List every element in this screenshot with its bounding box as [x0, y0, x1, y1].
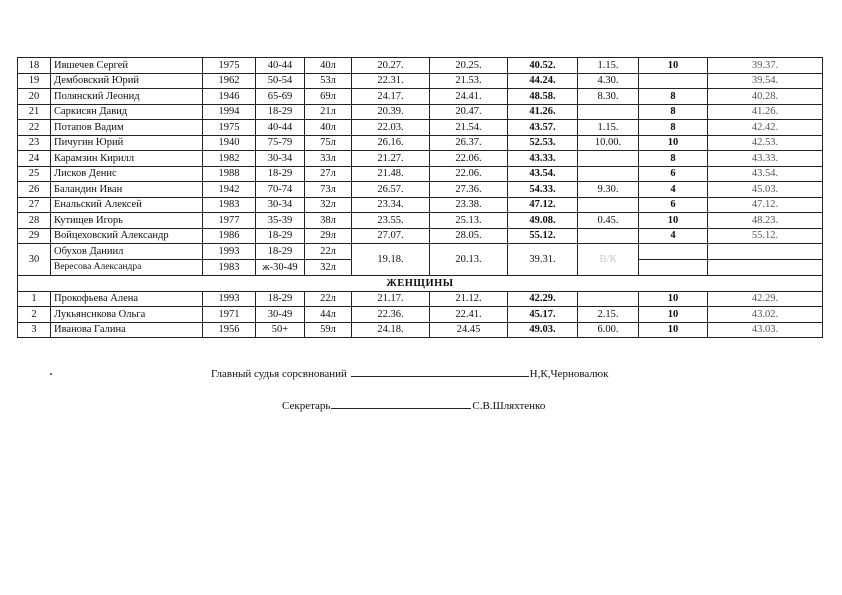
- age-category: 27л: [305, 166, 352, 182]
- row-number: 24: [18, 151, 51, 167]
- lap2-time: 21.12.: [430, 291, 508, 307]
- age-group: 50+: [256, 322, 305, 338]
- row-number: 19: [18, 73, 51, 89]
- points-cell: 10: [639, 213, 708, 229]
- row-number: 20: [18, 89, 51, 105]
- participant-name: Пичугин Юрий: [51, 135, 203, 151]
- pair-row-group: [18, 244, 823, 292]
- birth-year: 1982: [203, 151, 256, 167]
- table-row: [18, 197, 823, 213]
- age-category: 32л: [305, 197, 352, 213]
- age-category: 59л: [305, 322, 352, 338]
- points-cell: [639, 73, 708, 89]
- birth-year: 1986: [203, 228, 256, 244]
- lap2-time: 20.13.: [430, 244, 508, 276]
- points-cell: [639, 260, 708, 276]
- age-group: 70-74: [256, 182, 305, 198]
- points-cell: 10: [639, 307, 708, 323]
- row-number: 3: [18, 322, 51, 338]
- overall-time: 43.54.: [508, 166, 578, 182]
- overall-time: 55.12.: [508, 228, 578, 244]
- table-row: [18, 291, 823, 307]
- total-time: 43.02.: [708, 307, 823, 323]
- table-row-pair: [18, 244, 823, 260]
- lap1-time: 27.07.: [352, 228, 430, 244]
- section-women-title: ЖЕНЩИНЫ: [18, 276, 823, 292]
- lap2-time: 24.41.: [430, 89, 508, 105]
- points-cell: 10: [639, 58, 708, 74]
- table-row: [18, 228, 823, 244]
- age-group: 18-29: [256, 244, 305, 260]
- points-cell: 10: [639, 322, 708, 338]
- table-row: [18, 73, 823, 89]
- signature-underline: [331, 408, 471, 409]
- birth-year: 1993: [203, 244, 256, 260]
- birth-year: 1988: [203, 166, 256, 182]
- age-bonus: [578, 291, 639, 307]
- row-number: 21: [18, 104, 51, 120]
- birth-year: 1975: [203, 120, 256, 136]
- lap2-time: 22.06.: [430, 166, 508, 182]
- total-time: 41.26.: [708, 104, 823, 120]
- overall-time: 49.03.: [508, 322, 578, 338]
- row-number: 26: [18, 182, 51, 198]
- age-group: 40-44: [256, 58, 305, 74]
- table-row: [18, 307, 823, 323]
- lap1-time: 20.27.: [352, 58, 430, 74]
- points-cell: 10: [639, 135, 708, 151]
- participant-name: Лукьянснкова Ольга: [51, 307, 203, 323]
- participant-name: Ившечев Сергей: [51, 58, 203, 74]
- age-bonus: [578, 197, 639, 213]
- birth-year: 1983: [203, 260, 256, 276]
- lap1-time: 26.16.: [352, 135, 430, 151]
- overall-time: 39.31.: [508, 244, 578, 276]
- table-row: [18, 166, 823, 182]
- birth-year: 1993: [203, 291, 256, 307]
- points-cell: 4: [639, 228, 708, 244]
- overall-time: 41.26.: [508, 104, 578, 120]
- age-group: 30-34: [256, 151, 305, 167]
- row-number: 1: [18, 291, 51, 307]
- age-bonus: 8.30.: [578, 89, 639, 105]
- secretary-name: С.В.Шляхтенко: [472, 400, 546, 412]
- lap2-time: 20.47.: [430, 104, 508, 120]
- total-time: 43.03.: [708, 322, 823, 338]
- points-cell: 8: [639, 104, 708, 120]
- age-group: 40-44: [256, 120, 305, 136]
- birth-year: 1942: [203, 182, 256, 198]
- lap1-time: 24.17.: [352, 89, 430, 105]
- age-bonus: [578, 228, 639, 244]
- age-category: 73л: [305, 182, 352, 198]
- total-time: 42.42.: [708, 120, 823, 136]
- birth-year: 1975: [203, 58, 256, 74]
- age-group: 18-29: [256, 228, 305, 244]
- lap2-time: 28.05.: [430, 228, 508, 244]
- age-group: 35-39: [256, 213, 305, 229]
- lap1-time: 22.31.: [352, 73, 430, 89]
- overall-time: 43.57.: [508, 120, 578, 136]
- total-time: 55.12.: [708, 228, 823, 244]
- total-time: 43.54.: [708, 166, 823, 182]
- table-row: [18, 213, 823, 229]
- points-cell: 8: [639, 151, 708, 167]
- age-category: 69л: [305, 89, 352, 105]
- lap2-time: 22.41.: [430, 307, 508, 323]
- total-time: 43.33.: [708, 151, 823, 167]
- birth-year: 1971: [203, 307, 256, 323]
- lap1-time: 23.34.: [352, 197, 430, 213]
- birth-year: 1962: [203, 73, 256, 89]
- row-number: 28: [18, 213, 51, 229]
- lap1-time: 21.27.: [352, 151, 430, 167]
- overall-time: 52.53.: [508, 135, 578, 151]
- age-bonus: 1.15.: [578, 120, 639, 136]
- age-category: 33л: [305, 151, 352, 167]
- points-cell: 4: [639, 182, 708, 198]
- lap1-time: 19.18.: [352, 244, 430, 276]
- total-time: 42.53.: [708, 135, 823, 151]
- age-category: 32л: [305, 260, 352, 276]
- table-row: [18, 58, 823, 74]
- participant-name: Енальский Алексей: [51, 197, 203, 213]
- chief-judge-signature-line: [211, 368, 608, 380]
- lap2-time: 27.36.: [430, 182, 508, 198]
- row-number: 18: [18, 58, 51, 74]
- points-cell: 8: [639, 120, 708, 136]
- age-group: 30-49: [256, 307, 305, 323]
- points-cell: 8: [639, 89, 708, 105]
- age-category: 29л: [305, 228, 352, 244]
- total-cell: [708, 260, 823, 276]
- lap1-time: 21.48.: [352, 166, 430, 182]
- total-cell: [708, 244, 823, 260]
- lap1-time: 20.39.: [352, 104, 430, 120]
- lap1-time: 22.03.: [352, 120, 430, 136]
- participant-name: Дембовский Юрий: [51, 73, 203, 89]
- row-number: 25: [18, 166, 51, 182]
- row-number: 22: [18, 120, 51, 136]
- age-category: 53л: [305, 73, 352, 89]
- participant-name: Лисков Денис: [51, 166, 203, 182]
- total-time: 45.03.: [708, 182, 823, 198]
- age-category: 40л: [305, 120, 352, 136]
- total-time: 48.23.: [708, 213, 823, 229]
- overall-time: 48.58.: [508, 89, 578, 105]
- secretary-signature-line: [282, 400, 545, 412]
- age-group: ж-30-49: [256, 260, 305, 276]
- age-category: 40л: [305, 58, 352, 74]
- lap2-time: 20.25.: [430, 58, 508, 74]
- age-bonus: 4.30.: [578, 73, 639, 89]
- age-group: 18-29: [256, 104, 305, 120]
- points-cell: 6: [639, 166, 708, 182]
- birth-year: 1994: [203, 104, 256, 120]
- participant-name: Полянский Леонид: [51, 89, 203, 105]
- table-row: [18, 120, 823, 136]
- stray-dot: [50, 373, 52, 375]
- total-time: 39.54.: [708, 73, 823, 89]
- table-row: [18, 135, 823, 151]
- table-row: [18, 182, 823, 198]
- participant-name: Обухов Даниил: [51, 244, 203, 260]
- age-category: 38л: [305, 213, 352, 229]
- participant-name: Иванова Галина: [51, 322, 203, 338]
- participant-name: Войцеховский Александр: [51, 228, 203, 244]
- chief-judge-name: Н,К,Черновалюк: [529, 368, 609, 380]
- table-row: [18, 89, 823, 105]
- age-group: 65-69: [256, 89, 305, 105]
- participant-name: Баландин Иван: [51, 182, 203, 198]
- lap1-time: 26.57.: [352, 182, 430, 198]
- total-time: 47.12.: [708, 197, 823, 213]
- lap1-time: 24.18.: [352, 322, 430, 338]
- overall-time: 47.12.: [508, 197, 578, 213]
- birth-year: 1940: [203, 135, 256, 151]
- participant-name: Карамзин Кирилл: [51, 151, 203, 167]
- lap2-time: 26.37.: [430, 135, 508, 151]
- women-rows: [18, 291, 823, 338]
- results-table: [17, 57, 823, 338]
- participant-name: Кутищев Игорь: [51, 213, 203, 229]
- age-category: 22л: [305, 244, 352, 260]
- overall-time: 42.29.: [508, 291, 578, 307]
- table-row: [18, 104, 823, 120]
- age-category: 75л: [305, 135, 352, 151]
- total-time: 39.37.: [708, 58, 823, 74]
- row-number: 27: [18, 197, 51, 213]
- age-bonus: 9.30.: [578, 182, 639, 198]
- birth-year: 1983: [203, 197, 256, 213]
- points-cell: 10: [639, 291, 708, 307]
- lap2-time: 21.53.: [430, 73, 508, 89]
- birth-year: 1946: [203, 89, 256, 105]
- row-number: 29: [18, 228, 51, 244]
- age-bonus: [578, 104, 639, 120]
- age-group: 30-34: [256, 197, 305, 213]
- age-bonus: 6.00.: [578, 322, 639, 338]
- chief-judge-label: Главный судья сорсвнований: [211, 368, 347, 380]
- table-row: [18, 151, 823, 167]
- section-header-row: [18, 276, 823, 292]
- age-bonus: [578, 151, 639, 167]
- out-of-competition-mark: В/К: [578, 244, 639, 276]
- overall-time: 54.33.: [508, 182, 578, 198]
- lap2-time: 23.38.: [430, 197, 508, 213]
- points-cell: [639, 244, 708, 260]
- overall-time: 49.08.: [508, 213, 578, 229]
- age-category: 22л: [305, 291, 352, 307]
- points-cell: 6: [639, 197, 708, 213]
- overall-time: 40.52.: [508, 58, 578, 74]
- overall-time: 43.33.: [508, 151, 578, 167]
- age-bonus: [578, 166, 639, 182]
- age-bonus: 10.00.: [578, 135, 639, 151]
- age-group: 18-29: [256, 291, 305, 307]
- age-bonus: 1.15.: [578, 58, 639, 74]
- birth-year: 1977: [203, 213, 256, 229]
- secretary-label: Секретарь: [282, 400, 331, 412]
- lap1-time: 22.36.: [352, 307, 430, 323]
- participant-name: Прокофьева Алена: [51, 291, 203, 307]
- lap2-time: 21.54.: [430, 120, 508, 136]
- participant-name: Саркисян Давид: [51, 104, 203, 120]
- row-number: 23: [18, 135, 51, 151]
- total-time: 40.28.: [708, 89, 823, 105]
- overall-time: 45.17.: [508, 307, 578, 323]
- overall-time: 44.24.: [508, 73, 578, 89]
- row-number: 30: [18, 244, 51, 276]
- total-time: 42.29.: [708, 291, 823, 307]
- age-group: 18-29: [256, 166, 305, 182]
- lap2-time: 22.06.: [430, 151, 508, 167]
- participant-name: Вересова Александра: [51, 260, 203, 276]
- lap2-time: 25.13.: [430, 213, 508, 229]
- table-row: [18, 322, 823, 338]
- age-bonus: 0.45.: [578, 213, 639, 229]
- row-number: 2: [18, 307, 51, 323]
- age-category: 44л: [305, 307, 352, 323]
- age-group: 50-54: [256, 73, 305, 89]
- participant-name: Потапов Вадим: [51, 120, 203, 136]
- men-rows: [18, 58, 823, 244]
- signature-underline: [351, 376, 529, 377]
- lap1-time: 23.55.: [352, 213, 430, 229]
- lap2-time: 24.45: [430, 322, 508, 338]
- age-category: 21л: [305, 104, 352, 120]
- age-bonus: 2.15.: [578, 307, 639, 323]
- lap1-time: 21.17.: [352, 291, 430, 307]
- birth-year: 1956: [203, 322, 256, 338]
- age-group: 75-79: [256, 135, 305, 151]
